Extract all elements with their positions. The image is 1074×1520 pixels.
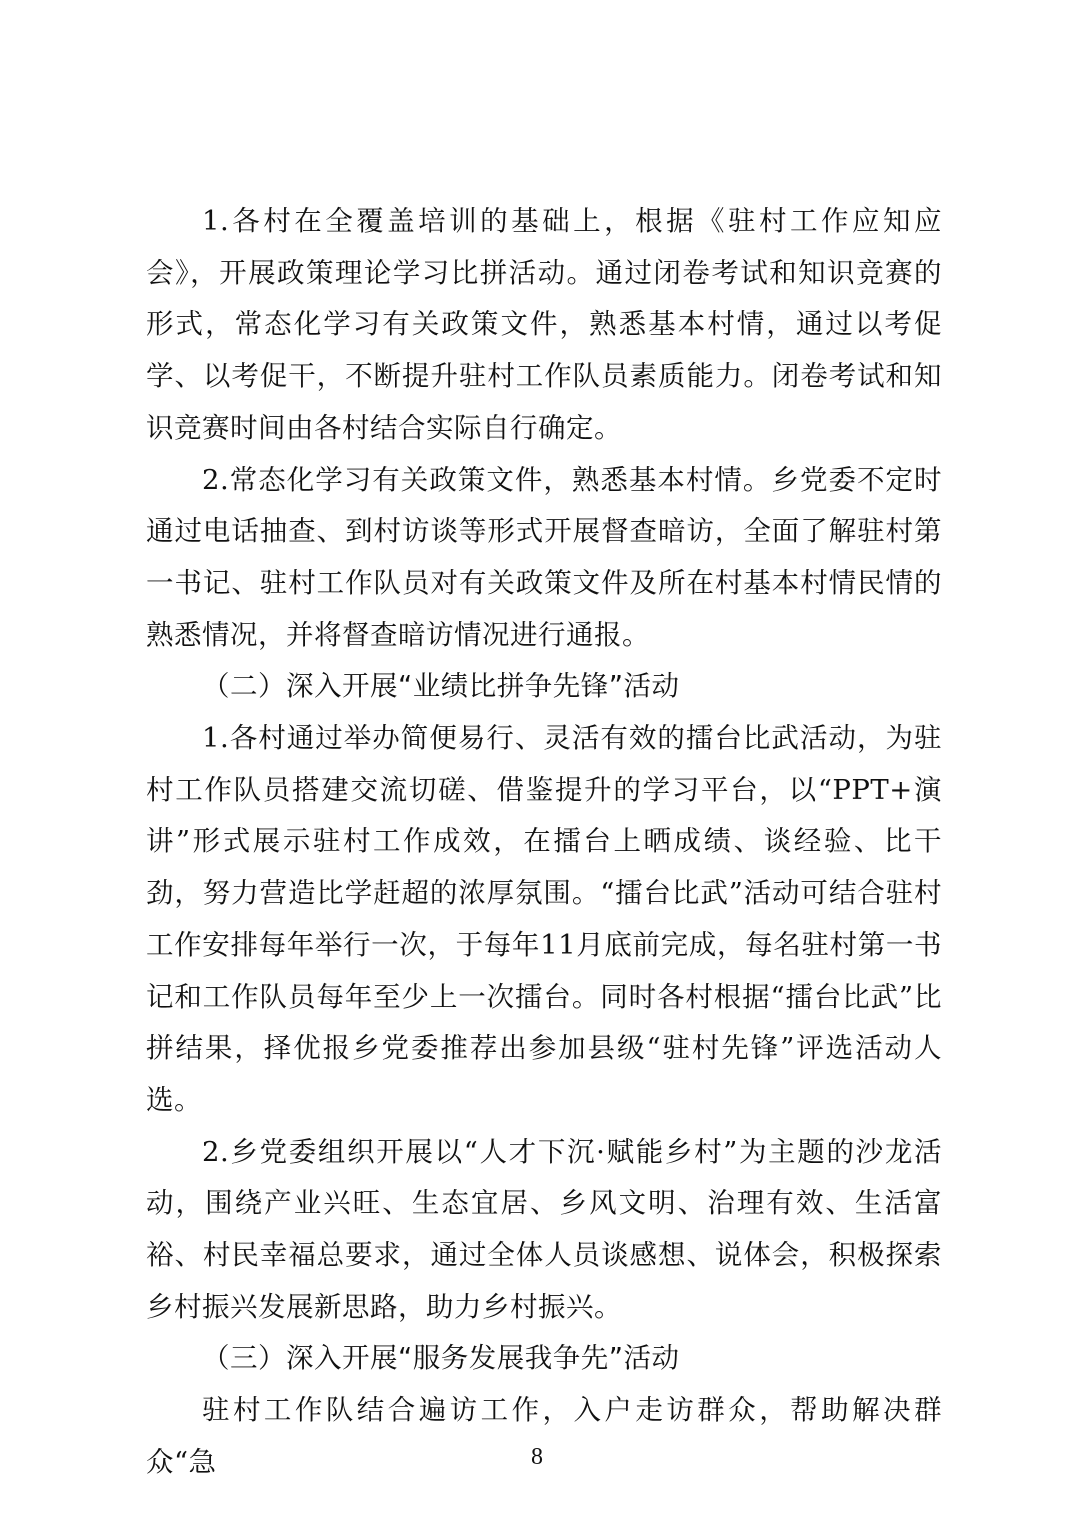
paragraph-arena-contest: 1.各村通过举办简便易行、灵活有效的擂台比武活动，为驻村工作队员搭建交流切磋、借鉴提升的学习平台，以“PPT+演讲”形式展示驻村工作成效，在擂台上晒成绩、谈经验、比干劲，努力营造比学赶超的浓厚氛围。“擂台比武”活动可结合驻村工作安排每年举行一次，于每年11月底前完成，每名驻村第一书记和工作队员每年至少上一次擂台。同时各村根据“擂台比武”比拼结果，择优报乡党委推荐出参加县级“驻村先锋”评选活动人选。 [146,722,942,1116]
paragraph-salon-activity: 2.乡党委组织开展以“人才下沉·赋能乡村”为主题的沙龙活动，围绕产业兴旺、生态宜居、乡风文明、治理有效、生活富裕、村民幸福总要求，通过全体人员谈感想、说体会，积极探索乡村振兴发展新思路，助力乡村振兴。 [146,1135,942,1323]
paragraph-spot-inspection: 2.常态化学习有关政策文件，熟悉基本村情。乡党委不定时通过电话抽查、到村访谈等形式开展督查暗访，全面了解驻村第一书记、驻村工作队员对有关政策文件及所在村基本村情民情的熟悉情况，并将督查暗访情况进行通报。 [146,463,942,651]
paragraph-study-competition: 1.各村在全覆盖培训的基础上，根据《驻村工作应知应会》，开展政策理论学习比拼活动。通过闭卷考试和知识竞赛的形式，常态化学习有关政策文件，熟悉基本村情，通过以考促学、以考促干，不断提升驻村工作队员素质能力。闭卷考试和知识竞赛时间由各村结合实际自行确定。 [146,205,942,444]
document-body [146,196,942,1489]
page-number: 8 [531,1444,543,1470]
section-heading-performance: （二）深入开展“业绩比拼争先锋”活动 [202,670,680,703]
paragraph-village-visits: 驻村工作队结合遍访工作，入户走访群众，帮助解决群众“急 [146,1394,942,1478]
section-heading-service: （三）深入开展“服务发展我争先”活动 [202,1342,680,1375]
